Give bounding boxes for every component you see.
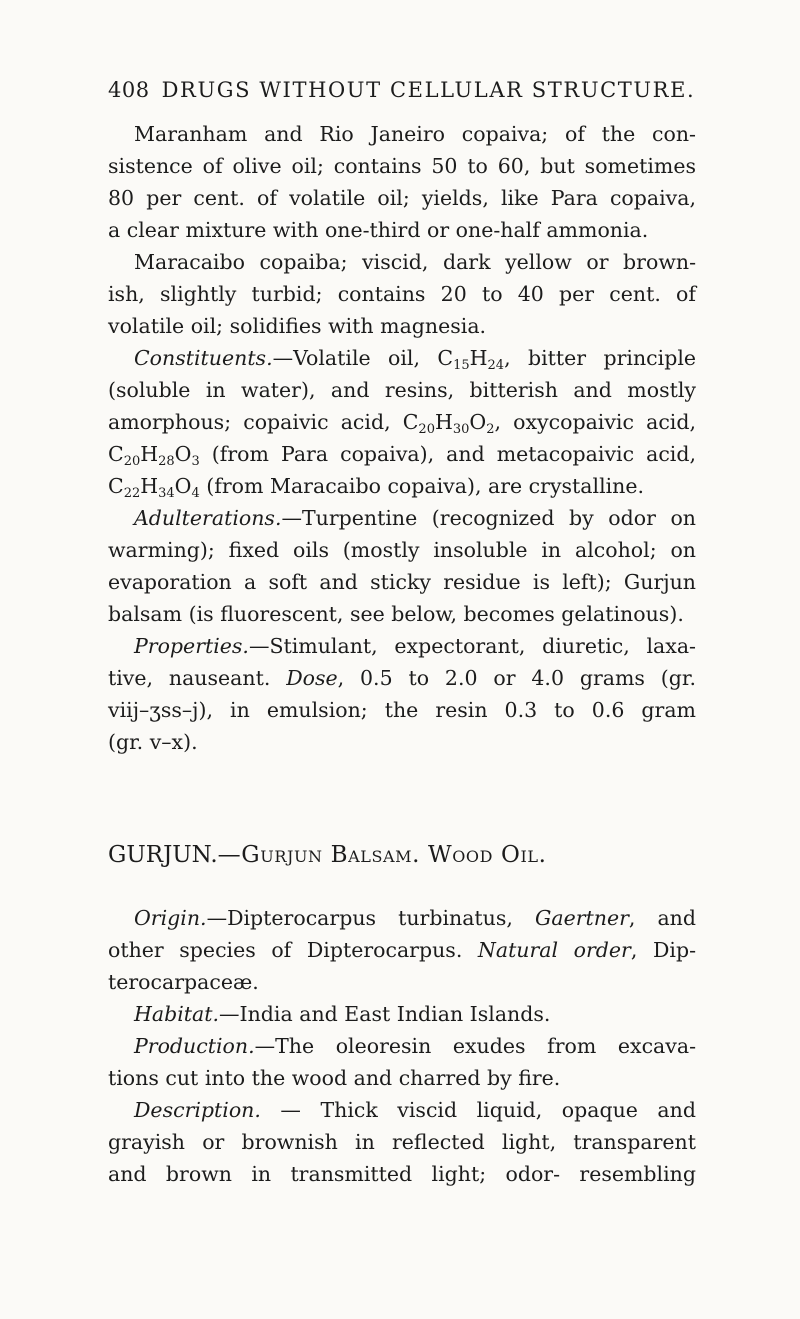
text-run: tive, nauseant. bbox=[108, 666, 287, 690]
text-run: H bbox=[434, 410, 453, 434]
text-run: H bbox=[469, 346, 488, 370]
origin-line bbox=[108, 934, 696, 966]
properties-line bbox=[134, 630, 696, 662]
text-line: (soluble in water), and resins, bitterish and mostly bbox=[108, 378, 696, 402]
natural-order-label: Natural order bbox=[477, 938, 631, 962]
author-name: Gaertner bbox=[534, 906, 629, 930]
section-label-constituents: Constituents. bbox=[134, 346, 273, 370]
subscript: 28 bbox=[158, 454, 175, 469]
text-run: (from Para copaiva), and metacopaivic acid, bbox=[199, 442, 696, 466]
text-line: Maranham and Rio Janeiro copaiva; of the con- bbox=[134, 122, 696, 146]
text-run: amorphous; copaivic acid, C bbox=[108, 410, 419, 434]
text-run: H bbox=[140, 442, 159, 466]
text-run: O bbox=[174, 474, 192, 498]
heading-name: GURJUN. bbox=[108, 842, 218, 868]
text-run: C bbox=[108, 442, 124, 466]
text-line: balsam (is fluorescent, see below, becomes gelatinous). bbox=[108, 602, 684, 626]
text-run: O bbox=[174, 442, 192, 466]
text-run: —India and East Indian Islands. bbox=[219, 1002, 551, 1026]
text-line: sistence of olive oil; contains 50 to 60, but sometimes bbox=[108, 154, 696, 178]
section-label-production: Production. bbox=[134, 1034, 255, 1058]
text-run: —Dipterocarpus turbinatus, bbox=[206, 906, 535, 930]
subscript: 15 bbox=[453, 358, 470, 373]
section-label-properties: Properties. bbox=[134, 634, 249, 658]
text-line: a clear mixture with one-third or one-half ammonia. bbox=[108, 218, 649, 242]
text-run: — Thick viscid liquid, opaque and bbox=[260, 1098, 696, 1122]
section-label-adulterations: Adulterations. bbox=[134, 506, 282, 530]
subscript: 20 bbox=[123, 454, 141, 469]
text-line: tions cut into the wood and charred by fire. bbox=[108, 1066, 561, 1090]
subscript: 22 bbox=[123, 486, 141, 501]
properties-line bbox=[108, 662, 696, 694]
text-run: , and bbox=[628, 906, 696, 930]
text-line: evaporation a soft and sticky residue is left); Gurjun bbox=[108, 570, 696, 594]
section-label-habitat: Habitat. bbox=[134, 1002, 219, 1026]
subscript: 20 bbox=[418, 422, 435, 437]
constituents-line bbox=[108, 406, 696, 438]
text-line: warming); fixed oils (mostly insoluble in alcohol; on bbox=[108, 538, 696, 562]
constituents-line bbox=[134, 342, 696, 374]
subscript: 2 bbox=[486, 422, 495, 437]
section-label-origin: Origin. bbox=[134, 906, 207, 930]
text-line: terocarpaceæ. bbox=[108, 970, 259, 994]
text-run: other species of Dipterocarpus. bbox=[108, 938, 478, 962]
text-line: viij–ʒss–j), in emulsion; the resin 0.3 to 0.6 gram bbox=[108, 698, 696, 722]
production-line bbox=[134, 1030, 696, 1062]
subscript: 30 bbox=[452, 422, 470, 437]
text-line: 80 per cent. of volatile oil; yields, like Para copaiva, bbox=[108, 186, 696, 210]
text-run: —Volatile oil, C bbox=[272, 346, 454, 370]
running-header bbox=[108, 78, 696, 102]
adulterations-line bbox=[134, 502, 696, 534]
constituents-line bbox=[108, 470, 696, 502]
text-run: —Stimulant, expectorant, diuretic, laxa- bbox=[248, 634, 696, 658]
text-line: Maracaibo copaiba; viscid, dark yellow or brown- bbox=[134, 250, 696, 274]
subscript: 4 bbox=[191, 486, 200, 501]
text-run: , 0.5 to 2.0 or 4.0 grams (gr. bbox=[337, 666, 696, 690]
text-run: —Turpentine (recognized by odor on bbox=[281, 506, 696, 530]
text-line: and brown in transmitted light; odor- resembling bbox=[108, 1162, 696, 1186]
dose-label: Dose bbox=[286, 666, 338, 690]
text-run: , Dip- bbox=[630, 938, 696, 962]
text-run: , bitter principle bbox=[504, 346, 697, 370]
text-line: (gr. v–x). bbox=[108, 730, 198, 754]
subscript: 3 bbox=[191, 454, 200, 469]
text-run: —The oleoresin exudes from excava- bbox=[254, 1034, 696, 1058]
origin-line bbox=[134, 902, 696, 934]
text-run: C bbox=[108, 474, 124, 498]
subscript: 34 bbox=[158, 486, 175, 501]
habitat-line bbox=[134, 998, 696, 1030]
text-run: , oxycopaivic acid, bbox=[494, 410, 697, 434]
text-run: H bbox=[140, 474, 159, 498]
text-run: O bbox=[469, 410, 487, 434]
section-heading-gurjun bbox=[108, 840, 547, 870]
subscript: 24 bbox=[487, 358, 505, 373]
heading-subtitle: —Gurjun Balsam. Wood Oil. bbox=[217, 842, 547, 868]
text-line: volatile oil; solidifies with magnesia. bbox=[108, 314, 487, 338]
description-line bbox=[134, 1094, 696, 1126]
page-number: 408 bbox=[108, 78, 150, 102]
text-line: ish, slightly turbid; contains 20 to 40 per cent. of bbox=[108, 282, 696, 306]
running-title: DRUGS WITHOUT CELLULAR STRUCTURE. bbox=[161, 78, 696, 102]
text-run: (from Maracaibo copaiva), are crystalline. bbox=[199, 474, 645, 498]
section-label-description: Description. bbox=[134, 1098, 261, 1122]
text-line: grayish or brownish in reflected light, transparent bbox=[108, 1130, 696, 1154]
constituents-line bbox=[108, 438, 696, 470]
